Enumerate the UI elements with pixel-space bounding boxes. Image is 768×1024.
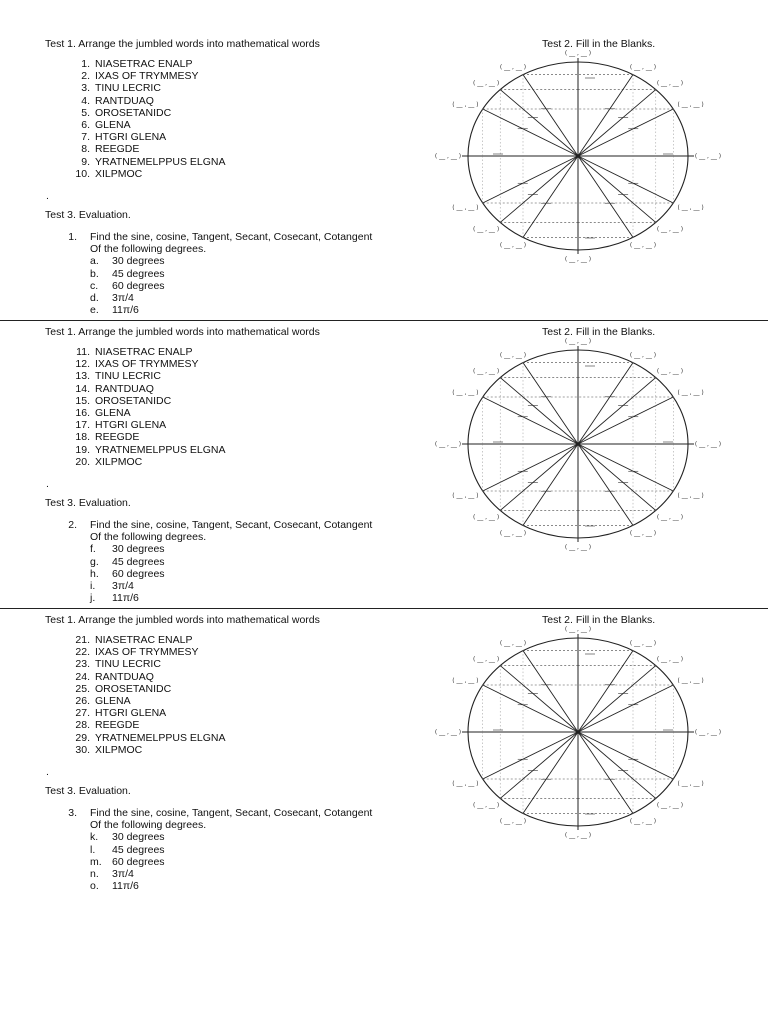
worksheet-block-1 — [0, 0, 768, 317]
stray-dot: . — [46, 766, 49, 778]
list-item — [60, 671, 226, 683]
coordinate-blank: ( __ , __ ) — [564, 50, 592, 57]
test1-title: Test 1. Arrange the jumbled words into mathematical words — [45, 326, 320, 338]
coordinate-blank: ( __ , __ ) — [452, 677, 479, 685]
item-number: 10. — [75, 167, 90, 180]
unit-circle-diagram — [434, 338, 722, 552]
list-item — [60, 143, 226, 155]
coordinate-blank: ( __ , __ ) — [677, 101, 704, 109]
list-item — [60, 719, 226, 731]
coordinate-blank: ( __ , __ ) — [656, 801, 684, 809]
item-word: XILPMOC — [95, 743, 143, 756]
sub-text: 30 degrees — [112, 831, 165, 844]
item-word: RANTDUAQ — [95, 94, 154, 107]
coordinate-blank: ( __ , __ ) — [677, 780, 704, 788]
test1-title: Test 1. Arrange the jumbled words into mathematical words — [45, 38, 320, 50]
coordinate-blank: ( __ , __ ) — [564, 832, 592, 839]
item-word: TINU LECRIC — [95, 82, 161, 95]
list-item — [60, 119, 226, 131]
item-word: OROSETANIDC — [95, 682, 172, 695]
sub-text: 3π/4 — [112, 291, 134, 304]
question-text: Find the sine, cosine, Tangent, Secant, Cosecant, Cotangent — [90, 807, 373, 819]
angle-ray — [523, 732, 578, 813]
item-word: GLENA — [95, 406, 131, 419]
sub-item — [90, 856, 165, 868]
list-item — [60, 695, 226, 707]
item-number: 5. — [81, 106, 90, 119]
coordinate-blank: ( __ , __ ) — [564, 626, 592, 633]
sub-item — [90, 880, 165, 892]
sub-item — [90, 255, 165, 267]
item-word: IXAS OF TRYMMESY — [95, 358, 199, 371]
sub-text: 45 degrees — [112, 843, 165, 856]
test3-title: Test 3. Evaluation. — [45, 209, 131, 221]
stray-dot: . — [46, 478, 49, 490]
coordinate-blank: ( __ , __ ) — [472, 80, 500, 88]
coordinate-blank: ( __ , __ ) — [472, 368, 500, 376]
coordinate-blank: ( __ , __ ) — [499, 63, 527, 71]
item-word: HTGRI GLENA — [95, 707, 167, 720]
list-item — [60, 168, 226, 180]
angle-ray — [578, 156, 633, 237]
evaluation-question — [60, 807, 373, 893]
angle-ray — [578, 378, 656, 444]
sub-letter: e. — [90, 304, 99, 317]
angle-ray — [523, 156, 578, 237]
angle-ray — [578, 651, 633, 732]
sub-letter: l. — [90, 843, 96, 856]
list-item — [60, 744, 226, 756]
item-word: YRATNEMELPPUS ELGNA — [95, 155, 226, 168]
sub-item — [90, 831, 165, 843]
evaluation-question — [60, 519, 373, 605]
item-word: RANTDUAQ — [95, 382, 154, 395]
angle-ray — [578, 685, 673, 732]
list-item — [60, 358, 226, 370]
sub-letter: n. — [90, 867, 99, 880]
unit-circle-diagram — [434, 50, 722, 264]
item-number: 21. — [75, 634, 90, 646]
coordinate-blank: ( __ , __ ) — [694, 729, 722, 736]
item-word: REEGDE — [95, 431, 140, 444]
question-text-2: Of the following degrees. — [90, 243, 207, 256]
list-item — [60, 407, 226, 419]
question-number: 2. — [68, 519, 77, 531]
angle-ray — [523, 651, 578, 732]
coordinate-blank: ( __ , __ ) — [677, 204, 704, 212]
sub-text: 11π/6 — [112, 592, 139, 605]
item-word: IXAS OF TRYMMESY — [95, 646, 199, 659]
worksheet-block-3 — [0, 576, 768, 893]
item-number: 16. — [75, 406, 90, 419]
coordinate-blank: ( __ , __ ) — [564, 544, 592, 551]
item-number: 19. — [75, 443, 90, 456]
angle-ray — [578, 732, 656, 798]
sub-letter: k. — [90, 831, 99, 844]
item-number: 9. — [81, 155, 90, 168]
coordinate-blank: ( __ , __ ) — [434, 441, 462, 448]
coordinate-blank: ( __ , __ ) — [629, 639, 657, 647]
sub-letter: j. — [90, 592, 96, 605]
angle-ray — [500, 666, 578, 732]
item-word: YRATNEMELPPUS ELGNA — [95, 443, 226, 456]
item-word: OROSETANIDC — [95, 106, 172, 119]
list-item — [60, 456, 226, 468]
coordinate-blank: ( __ , __ ) — [472, 225, 500, 233]
angle-ray — [578, 444, 656, 510]
coordinate-blank: ( __ , __ ) — [452, 101, 479, 109]
list-item — [60, 444, 226, 456]
angle-ray — [500, 378, 578, 444]
item-number: 25. — [75, 682, 90, 695]
angle-ray — [578, 75, 633, 156]
sub-text: 3π/4 — [112, 867, 134, 880]
coordinate-blank: ( __ , __ ) — [656, 225, 684, 233]
sub-text: 45 degrees — [112, 555, 165, 568]
item-number: 12. — [75, 358, 90, 371]
sub-item — [90, 543, 165, 555]
coordinate-blank: ( __ , __ ) — [629, 530, 657, 538]
item-word: REEGDE — [95, 719, 140, 732]
coordinate-blank: ( __ , __ ) — [677, 389, 704, 397]
angle-ray — [578, 397, 673, 444]
item-number: 24. — [75, 670, 90, 683]
question-text-2: Of the following degrees. — [90, 531, 207, 544]
coordinate-blank: ( __ , __ ) — [452, 780, 479, 788]
list-item — [60, 107, 226, 119]
angle-ray — [483, 109, 578, 156]
test2-title: Test 2. Fill in the Blanks. — [542, 614, 656, 626]
question-text: Find the sine, cosine, Tangent, Secant, Cosecant, Cotangent — [90, 231, 373, 243]
angle-ray — [578, 156, 656, 222]
test2-title: Test 2. Fill in the Blanks. — [542, 326, 656, 338]
angle-ray — [483, 685, 578, 732]
list-item — [60, 683, 226, 695]
item-number: 4. — [81, 94, 90, 107]
stray-dot: . — [46, 190, 49, 202]
angle-ray — [500, 156, 578, 222]
item-number: 14. — [75, 382, 90, 395]
item-number: 15. — [75, 394, 90, 407]
item-word: XILPMOC — [95, 455, 143, 468]
list-item — [60, 131, 226, 143]
item-word: TINU LECRIC — [95, 370, 161, 383]
sub-item — [90, 868, 165, 880]
coordinate-blank: ( __ , __ ) — [499, 639, 527, 647]
coordinate-blank: ( __ , __ ) — [629, 818, 657, 826]
sub-letter: i. — [90, 579, 96, 592]
list-item — [60, 346, 226, 358]
sub-letter: b. — [90, 267, 99, 280]
worksheet-block-2 — [0, 288, 768, 605]
item-word: HTGRI GLENA — [95, 131, 167, 144]
item-number: 1. — [81, 58, 90, 70]
coordinate-blank: ( __ , __ ) — [656, 513, 684, 521]
list-item — [60, 732, 226, 744]
coordinate-blank: ( __ , __ ) — [499, 530, 527, 538]
angle-ray — [500, 90, 578, 156]
coordinate-blank: ( __ , __ ) — [452, 492, 479, 500]
item-word: TINU LECRIC — [95, 658, 161, 671]
sub-text: 11π/6 — [112, 880, 139, 893]
angle-ray — [578, 156, 673, 203]
angle-ray — [523, 444, 578, 525]
sub-item — [90, 556, 165, 568]
list-item — [60, 70, 226, 82]
list-item — [60, 82, 226, 94]
angle-ray — [523, 363, 578, 444]
sub-letter: g. — [90, 555, 99, 568]
item-number: 18. — [75, 431, 90, 444]
list-item — [60, 658, 226, 670]
list-item — [60, 58, 226, 70]
list-item — [60, 419, 226, 431]
sub-items — [90, 831, 165, 892]
coordinate-blank: ( __ , __ ) — [677, 677, 704, 685]
sub-text: 60 degrees — [112, 855, 165, 868]
angle-ray — [500, 732, 578, 798]
coordinate-blank: ( __ , __ ) — [656, 656, 684, 664]
item-number: 11. — [76, 346, 90, 358]
test3-title: Test 3. Evaluation. — [45, 497, 131, 509]
angle-ray — [483, 397, 578, 444]
coordinate-blank: ( __ , __ ) — [656, 80, 684, 88]
sub-item — [90, 268, 165, 280]
sub-letter: m. — [90, 855, 102, 868]
angle-ray — [483, 156, 578, 203]
sub-text: 45 degrees — [112, 267, 165, 280]
evaluation-question — [60, 231, 373, 317]
coordinate-blank: ( __ , __ ) — [499, 242, 527, 250]
coordinate-blank: ( __ , __ ) — [452, 389, 479, 397]
test2-title: Test 2. Fill in the Blanks. — [542, 38, 656, 50]
angle-ray — [483, 732, 578, 779]
coordinate-blank: ( __ , __ ) — [656, 368, 684, 376]
coordinate-blank: ( __ , __ ) — [499, 351, 527, 359]
sub-text: 3π/4 — [112, 579, 134, 592]
angle-ray — [483, 444, 578, 491]
coordinate-blank: ( __ , __ ) — [434, 153, 462, 160]
item-number: 2. — [81, 70, 90, 83]
question-number: 1. — [68, 231, 77, 243]
coordinate-blank: ( __ , __ ) — [694, 441, 722, 448]
sub-text: 30 degrees — [112, 255, 165, 268]
test1-title: Test 1. Arrange the jumbled words into mathematical words — [45, 614, 320, 626]
item-word: NIASETRAC ENALP — [95, 58, 193, 70]
question-text: Find the sine, cosine, Tangent, Secant, Cosecant, Cotangent — [90, 519, 373, 531]
item-word: GLENA — [95, 118, 131, 131]
angle-ray — [578, 90, 656, 156]
list-item — [60, 383, 226, 395]
coordinate-blank: ( __ , __ ) — [677, 492, 704, 500]
list-item — [60, 370, 226, 382]
list-item — [60, 707, 226, 719]
item-number: 7. — [81, 131, 90, 144]
item-word: OROSETANIDC — [95, 394, 172, 407]
list-item — [60, 95, 226, 107]
sub-letter: d. — [90, 291, 99, 304]
sub-text: 11π/6 — [112, 304, 139, 317]
coordinate-blank: ( __ , __ ) — [434, 729, 462, 736]
coordinate-blank: ( __ , __ ) — [629, 242, 657, 250]
sub-item — [90, 844, 165, 856]
angle-ray — [523, 75, 578, 156]
item-number: 8. — [81, 143, 90, 156]
jumbled-words-list — [60, 58, 226, 180]
item-number: 6. — [81, 118, 90, 131]
item-word: HTGRI GLENA — [95, 419, 167, 432]
angle-ray — [578, 666, 656, 732]
sub-text: 60 degrees — [112, 567, 165, 580]
unit-circle-diagram — [434, 626, 722, 840]
item-number: 17. — [75, 419, 90, 432]
item-word: GLENA — [95, 694, 131, 707]
item-number: 28. — [75, 719, 90, 732]
item-number: 30. — [75, 743, 90, 756]
coordinate-blank: ( __ , __ ) — [472, 513, 500, 521]
coordinate-blank: ( __ , __ ) — [499, 818, 527, 826]
angle-ray — [578, 444, 633, 525]
item-word: XILPMOC — [95, 167, 143, 180]
sub-letter: h. — [90, 567, 99, 580]
sub-text: 30 degrees — [112, 543, 165, 556]
angle-ray — [578, 363, 633, 444]
item-word: REEGDE — [95, 143, 140, 156]
item-number: 23. — [75, 658, 90, 671]
question-text-2: Of the following degrees. — [90, 819, 207, 832]
list-item — [60, 431, 226, 443]
coordinate-blank: ( __ , __ ) — [629, 63, 657, 71]
angle-ray — [578, 732, 673, 779]
item-number: 13. — [75, 370, 90, 383]
angle-ray — [578, 109, 673, 156]
jumbled-words-list — [60, 346, 226, 468]
coordinate-blank: ( __ , __ ) — [694, 153, 722, 160]
test3-title: Test 3. Evaluation. — [45, 785, 131, 797]
item-number: 26. — [75, 694, 90, 707]
question-number: 3. — [68, 807, 77, 819]
item-number: 22. — [75, 646, 90, 659]
sub-letter: o. — [90, 880, 99, 893]
sub-letter: f. — [90, 543, 96, 556]
item-word: YRATNEMELPPUS ELGNA — [95, 731, 226, 744]
item-number: 3. — [81, 82, 90, 95]
item-word: NIASETRAC ENALP — [95, 346, 193, 358]
jumbled-words-list — [60, 634, 226, 756]
list-item — [60, 634, 226, 646]
angle-ray — [578, 732, 633, 813]
coordinate-blank: ( __ , __ ) — [472, 801, 500, 809]
coordinate-blank: ( __ , __ ) — [629, 351, 657, 359]
item-word: IXAS OF TRYMMESY — [95, 70, 199, 83]
list-item — [60, 156, 226, 168]
item-number: 27. — [75, 707, 90, 720]
coordinate-blank: ( __ , __ ) — [564, 338, 592, 345]
angle-ray — [500, 444, 578, 510]
item-word: NIASETRAC ENALP — [95, 634, 193, 646]
item-number: 29. — [75, 731, 90, 744]
coordinate-blank: ( __ , __ ) — [472, 656, 500, 664]
sub-letter: c. — [90, 279, 99, 292]
sub-letter: a. — [90, 255, 99, 268]
angle-ray — [578, 444, 673, 491]
list-item — [60, 646, 226, 658]
coordinate-blank: ( __ , __ ) — [564, 256, 592, 263]
list-item — [60, 395, 226, 407]
sub-text: 60 degrees — [112, 279, 165, 292]
item-number: 20. — [75, 455, 90, 468]
coordinate-blank: ( __ , __ ) — [452, 204, 479, 212]
item-word: RANTDUAQ — [95, 670, 154, 683]
